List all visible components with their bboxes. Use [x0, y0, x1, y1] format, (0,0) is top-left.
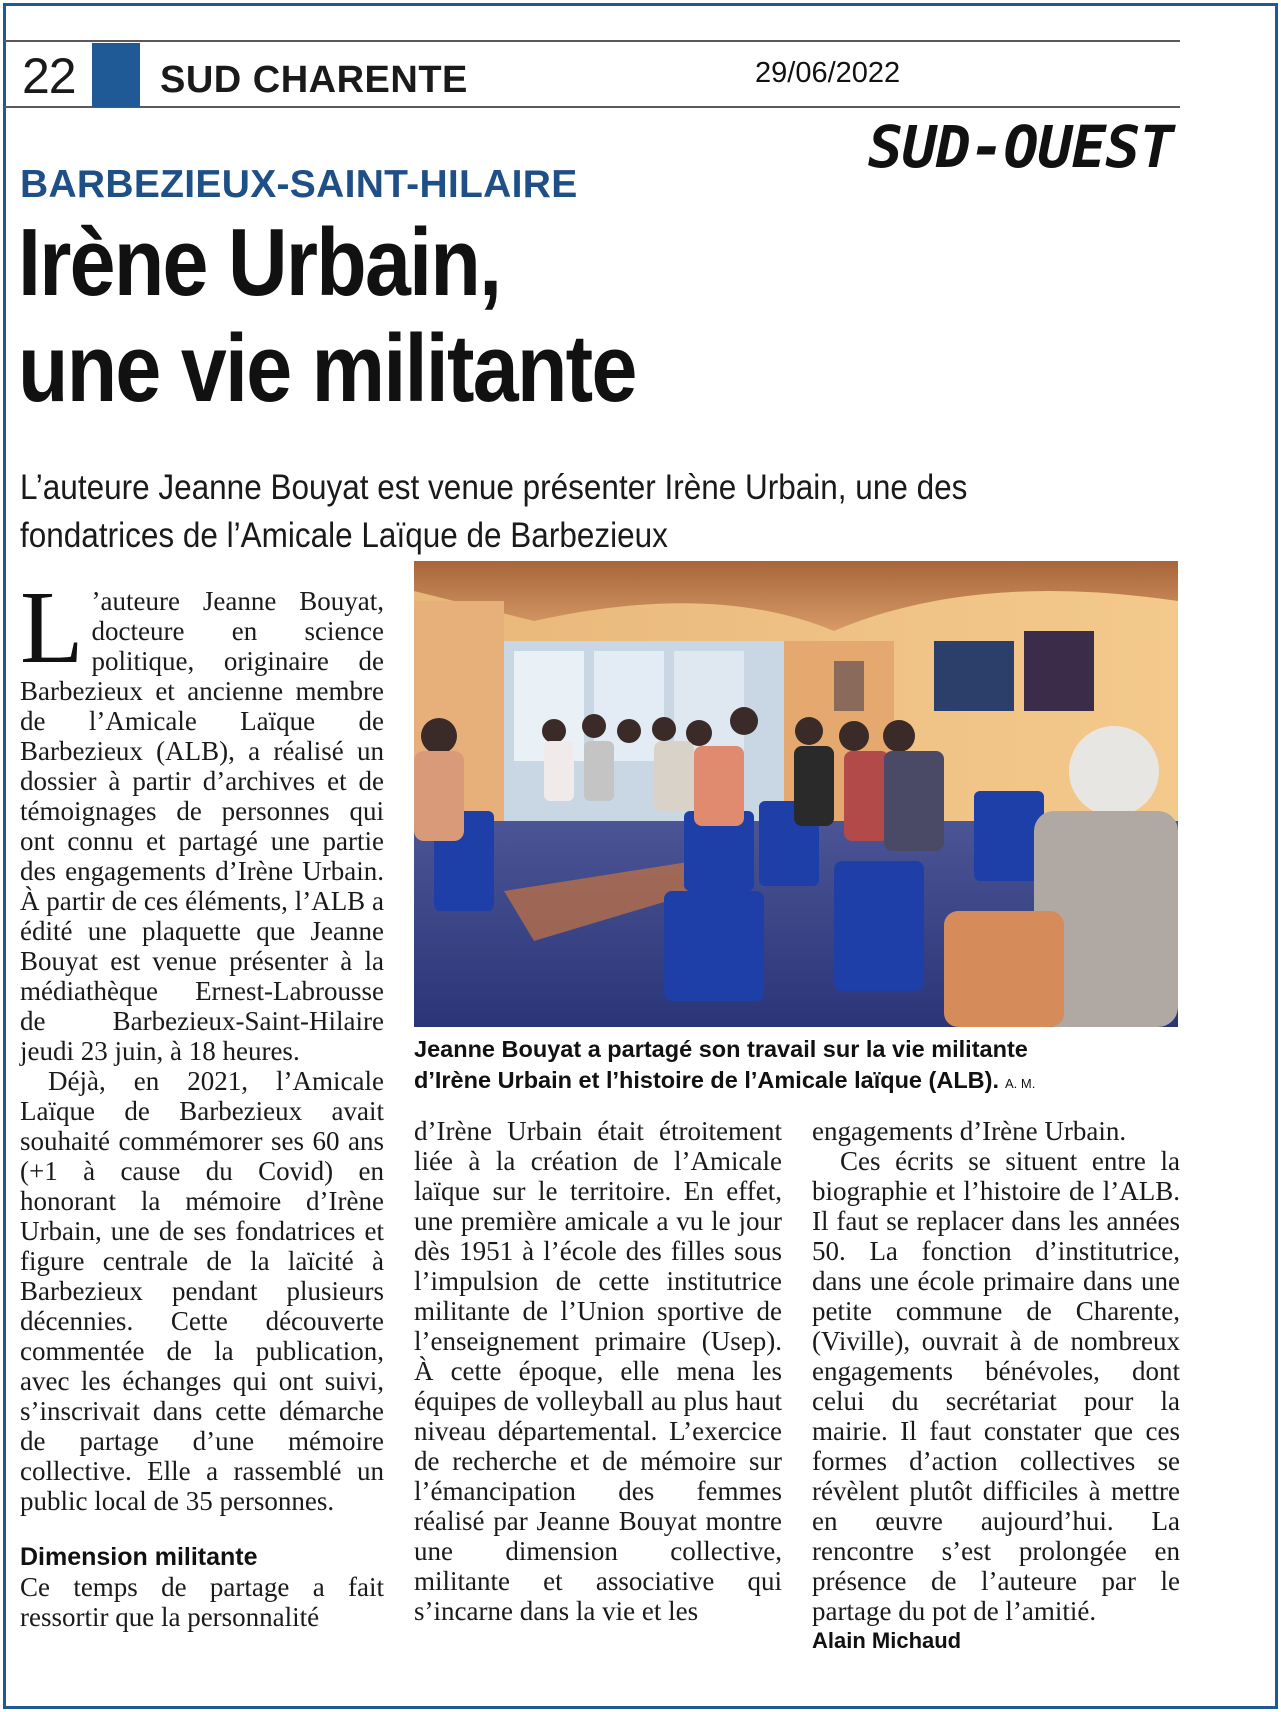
caption-line-1: Jeanne Bouyat a partagé son travail sur la vie militante: [414, 1036, 1028, 1062]
column-2: [414, 1116, 782, 1626]
page-number: 22: [22, 48, 76, 104]
publication-date: 29/06/2022: [755, 57, 901, 89]
column-3: [812, 1116, 1180, 1656]
standfirst-line-1: L’auteure Jeanne Bouyat est venue présenter Irène Urbain, une des: [20, 468, 968, 507]
column-1: [20, 570, 384, 1632]
headline-line-1: Irène Urbain,: [18, 209, 501, 316]
paragraph-4: Ces écrits se situent entre la biographie et l’histoire de l’ALB. Il faut se replacer dans les années 50. La fonction d’institutrice, dans une école primaire dans une petite commune de Charente, (Viville), ouvrait à de nombreux engagements bénévoles, dont celui du secrétariat pour la mairie. Il faut constater que ces formes d’action collectives se révèlent plutôt difficiles à mettre en œuvre aujourd’hui. La rencontre s’est prolongée en présence de l’auteure par le partage du pot de l’amitié.: [812, 1146, 1180, 1626]
headline: [18, 210, 918, 422]
header-bottom-rule: [4, 106, 1180, 108]
paragraph-1-text: ’auteure Jeanne Bouyat, docteure en science politique, originaire de Barbezieux et ancienne membre de l’Amicale Laïque de Barbezieux (ALB), a réalisé un dossier à partir d’archives et de témoignages de personnes qui ont connu et partagé une partie des engagements d’Irène Urbain. À partir de ces éléments, l’ALB a édité une plaquette que Jeanne Bouyat est venue présenter à la médiathèque Ernest-Labrousse de Barbezieux-Saint-Hilaire jeudi 23 juin, à 18 heures.: [20, 586, 384, 1066]
section-title: SUD CHARENTE: [160, 59, 468, 101]
author-byline: Alain Michaud: [812, 1628, 962, 1653]
newspaper-stamp: SUD-OUEST: [868, 113, 1174, 181]
paragraph-3-continued: d’Irène Urbain était étroitement liée à la création de l’Amicale laïque sur le territoire. En effet, une première amicale a vu le jour dès 1951 à l’école des filles sous l’impulsion de cette institutrice militante de l’Union sportive de l’enseignement primaire (Usep). À cette époque, elle mena les équipes de volleyball au plus haut niveau départemental. L’exercice de recherche et de mémoire sur l’émancipation des femmes réalisé par Jeanne Bouyat montre une dimension collective, militante et associative qui s’incarne dans la vie et les: [414, 1116, 782, 1626]
photo-caption: [414, 1034, 1184, 1099]
article-location: BARBEZIEUX-SAINT-HILAIRE: [20, 163, 578, 206]
drop-cap: L: [20, 570, 84, 685]
photo-credit: A. M.: [1005, 1076, 1036, 1091]
paragraph-1: [20, 570, 384, 1066]
caption-line-2-text: d’Irène Urbain et l’histoire de l’Amicale laïque (ALB).: [414, 1067, 1000, 1093]
paragraph-2: Déjà, en 2021, l’Amicale Laïque de Barbezieux avait souhaité commémorer ses 60 ans (+1 à cause du Covid) en honorant la mémoire d’Irène Urbain, une de ses fondatrices et figure centrale de la laïcité à Barbezieux pendant plusieurs décennies. Cette découverte commentée de la publication, avec les échanges qui ont suivi, s’inscrivait dans cette démarche de partage d’une mémoire collective. Elle a rassemblé un public local de 35 personnes.: [20, 1066, 384, 1516]
paragraph-3-end: engagements d’Irène Urbain.: [812, 1116, 1127, 1146]
standfirst: [20, 464, 1120, 560]
header-top-rule: [4, 40, 1180, 42]
headline-line-2: une vie militante: [18, 315, 636, 422]
article-photo: [414, 561, 1178, 1027]
meeting-room-photo: [414, 561, 1178, 1027]
caption-line-2: [414, 1065, 1184, 1099]
paragraph-3-start: Ce temps de partage a fait ressortir que la personnalité: [20, 1572, 384, 1632]
standfirst-line-2: fondatrices de l’Amicale Laïque de Barbezieux: [20, 516, 668, 555]
subheading: Dimension militante: [20, 1543, 258, 1571]
section-color-block: [92, 43, 140, 107]
